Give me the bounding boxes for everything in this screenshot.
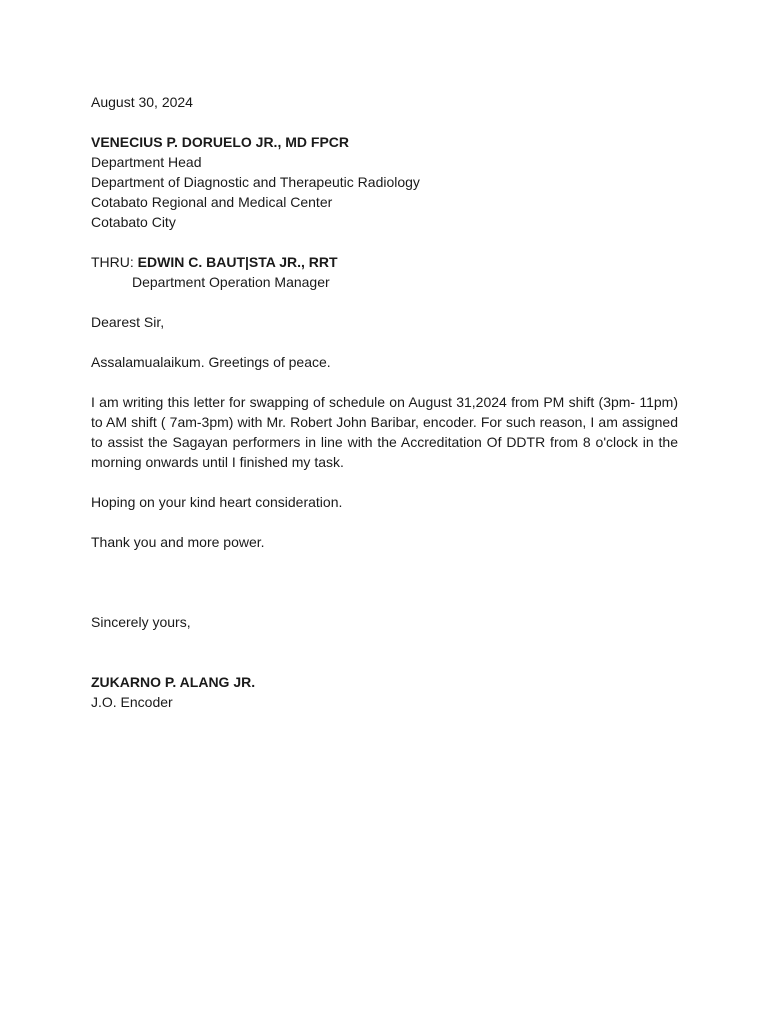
recipient-title: Department Head: [91, 154, 202, 170]
recipient-name: VENECIUS P. DORUELO JR., MD FPCR: [91, 134, 350, 150]
salutation: Dearest Sir,: [91, 314, 165, 330]
thru-line: [91, 252, 678, 272]
thru-label: THRU:: [91, 254, 138, 270]
recipient-institution: Cotabato Regional and Medical Center: [91, 194, 333, 210]
greeting: Assalamualaikum. Greetings of peace.: [91, 354, 331, 370]
letter-date: August 30, 2024: [91, 94, 193, 110]
recipient-department: Department of Diagnostic and Therapeutic Radiology: [91, 174, 420, 190]
thru-name: EDWIN C. BAUT|STA JR., RRT: [137, 254, 338, 270]
body-paragraph: I am writing this letter for swapping of schedule on August 31,2024 from PM shift (3pm- 11pm) to AM shift ( 7am-3pm) with Mr. Robert John Baribar, encoder. For such reason, I am assigned to assist the Sagayan performers in line with the Accreditation Of DDTR from 8 o'clock in the morning onwards until I finished my task.: [91, 394, 678, 470]
letter-body: [91, 92, 678, 712]
thanks-line: Thank you and more power.: [91, 534, 265, 550]
sender-title: J.O. Encoder: [91, 694, 173, 710]
closing: Sincerely yours,: [91, 614, 191, 630]
recipient-city: Cotabato City: [91, 214, 176, 230]
thru-title: Department Operation Manager: [132, 274, 330, 290]
sender-name: ZUKARNO P. ALANG JR.: [91, 674, 256, 690]
hope-line: Hoping on your kind heart consideration.: [91, 494, 343, 510]
